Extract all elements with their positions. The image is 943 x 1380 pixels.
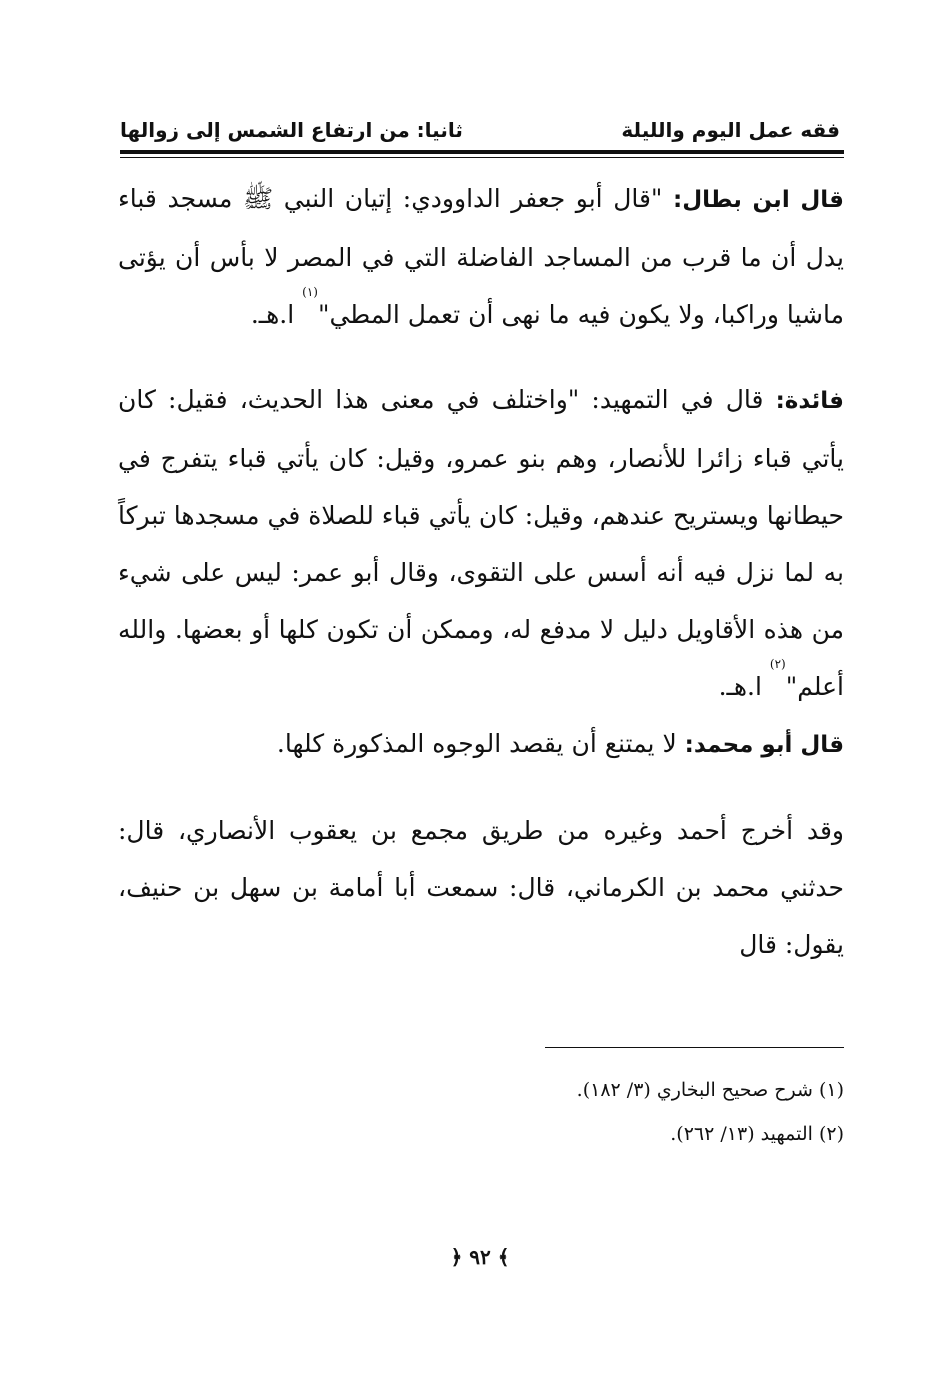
paragraph-end: ا.هـ.: [250, 300, 303, 329]
speaker-label: فائدة:: [775, 388, 844, 414]
footnote-ref: (١): [302, 285, 318, 299]
paragraph-hadith-chain: وقد أخرج أحمد وغيره من طريق مجمع بن يعقوب الأنصاري، قال: حدثني محمد بن الكرماني، قال: سمعت أبا أمامة بن سهل بن حنيف، يقول: قال: [118, 816, 844, 959]
footnote-item: (٢) التمهيد (١٣/ ٢٦٢).: [670, 1123, 844, 1145]
running-header: [120, 118, 840, 146]
header-rule-thin: [120, 157, 844, 158]
paragraph-gap: [118, 343, 844, 371]
paragraph-end: ا.هـ.: [718, 672, 770, 701]
paragraph-faida: [118, 371, 844, 715]
paragraph-ibn-battal: [118, 170, 844, 343]
page-number: ﴾ ٩٢ ﴿: [450, 1245, 510, 1269]
footnote-separator: [545, 1047, 844, 1048]
footnotes: [400, 1068, 844, 1156]
paragraph-abu-muhammad: [118, 715, 844, 774]
speaker-label: قال ابن بطال:: [673, 187, 844, 213]
paragraph-gap: [118, 774, 844, 802]
speaker-label: قال أبو محمد:: [684, 732, 844, 758]
paragraph-text: "قال أبو جعفر الداوودي: إتيان النبي ﷺ مسجد قباء يدل أن ما قرب من المساجد الفاضلة التي في المصر لا بأس أن يؤتى ماشيا وراكبا، ولا يكون فيه ما نهى أن تعمل المطي": [118, 184, 844, 329]
paragraph-text: لا يمتنع أن يقصد الوجوه المذكورة كلها.: [276, 729, 685, 758]
body-text: [118, 170, 844, 973]
footnote-ref: (٢): [769, 657, 786, 671]
header-rule-thick: [120, 150, 844, 154]
paragraph-text: قال في التمهيد: "واختلف في معنى هذا الحديث، فقيل: كان يأتي قباء زائرا للأنصار، وهم بنو عمرو، وقيل: كان يأتي قباء يتفرج في حيطانها ويستريح عندهم، وقيل: كان يأتي قباء للصلاة في مسجدها تبركاً به لما نزل فيه أنه أسس على التقوى، وقال أبو عمر: ليس على شيء من هذه الأقاويل دليل لا مدفع له، وممكن أن تكون كلها أو بعضها. والله أعلم": [118, 385, 844, 701]
book-title: فقه عمل اليوم والليلة: [621, 118, 840, 142]
chapter-title: ثانيا: من ارتفاع الشمس إلى زوالها: [120, 118, 463, 142]
footnote-item: (١) شرح صحيح البخاري (٣/ ١٨٢).: [576, 1079, 844, 1101]
